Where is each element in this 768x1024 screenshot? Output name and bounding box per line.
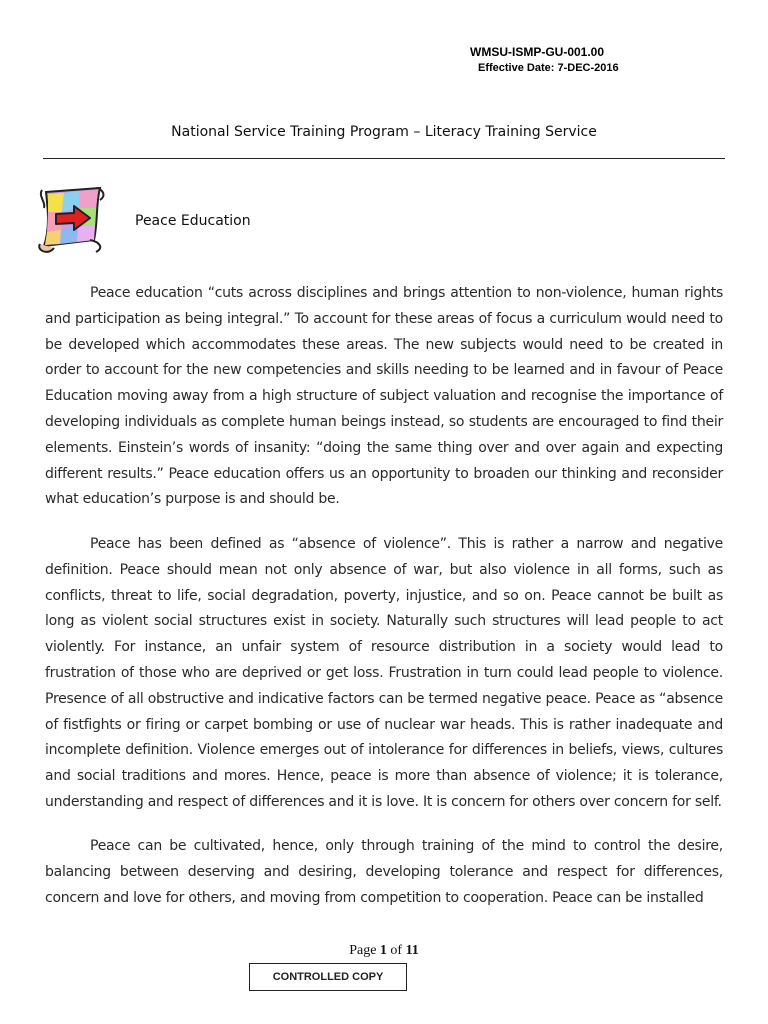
paragraph-text: Peace education “cuts across disciplines and brings attention to non-violence, human rights and participation as being integral.” To account for these areas of focus a curriculum would need to be developed which accommodates these areas. The new subjects would need to be created in order to account for the new competencies and skills needing to be learned and in favour of Peace Education moving away from a high structure of subject valuation and recognise the importance of developing individuals as complete human beings instead, so students are encouraged to find their elements. Einstein’s words of insanity: “doing the same thing over and over again and expecting different results.” Peace education offers us an opportunity to broaden our thinking and reconsider what education’s purpose is and should be.: [45, 285, 723, 508]
paragraph: [45, 281, 723, 513]
paragraph-text: Peace can be cultivated, hence, only through training of the mind to control the desire, balancing between deserving and desiring, developing tolerance and respect for differences, concern and love for others, and moving from competition to cooperation. Peace can be installed: [45, 838, 723, 906]
page-current: 1: [379, 943, 387, 958]
program-title: National Service Training Program – Literacy Training Service: [171, 124, 597, 140]
page-prefix: Page: [349, 943, 377, 958]
paragraph: [45, 834, 723, 937]
page-total: 11: [405, 943, 419, 958]
page-number: [0, 942, 768, 960]
controlled-copy-stamp: CONTROLLED COPY: [249, 963, 407, 991]
section-title: Peace Education: [135, 213, 251, 229]
arrow-scroll-icon: [34, 182, 120, 258]
page-of: of: [390, 943, 403, 958]
effective-date: Effective Date: 7-DEC-2016: [478, 62, 619, 74]
document-code: WMSU-ISMP-GU-001.00: [470, 45, 605, 59]
paragraph: [45, 532, 723, 816]
paragraph-text: Peace has been defined as “absence of violence”. This is rather a narrow and negative definition. Peace should mean not only absence of war, but also violence in all forms, such as conflicts, threat to life, social degradation, poverty, injustice, and so on. Peace cannot be built as long as violent social structures exist in society. Naturally such structures will lead people to act violently. For instance, an unfair system of resource distribution in a society would lead to frustration of those who are deprived or get loss. Frustration in turn could lead people to violence. Presence of all obstructive and indicative factors can be termed negative peace. Peace as “absence of fistfights or firing or carpet bombing or use of nuclear war heads. This is rather inadequate and incomplete definition. Violence emerges out of intolerance for differences in beliefs, views, cultures and social traditions and mores. Hence, peace is more than absence of violence; it is tolerance, understanding and respect of differences and it is love. It is concern for others over concern for self.: [45, 536, 723, 810]
header-divider: [43, 158, 725, 159]
